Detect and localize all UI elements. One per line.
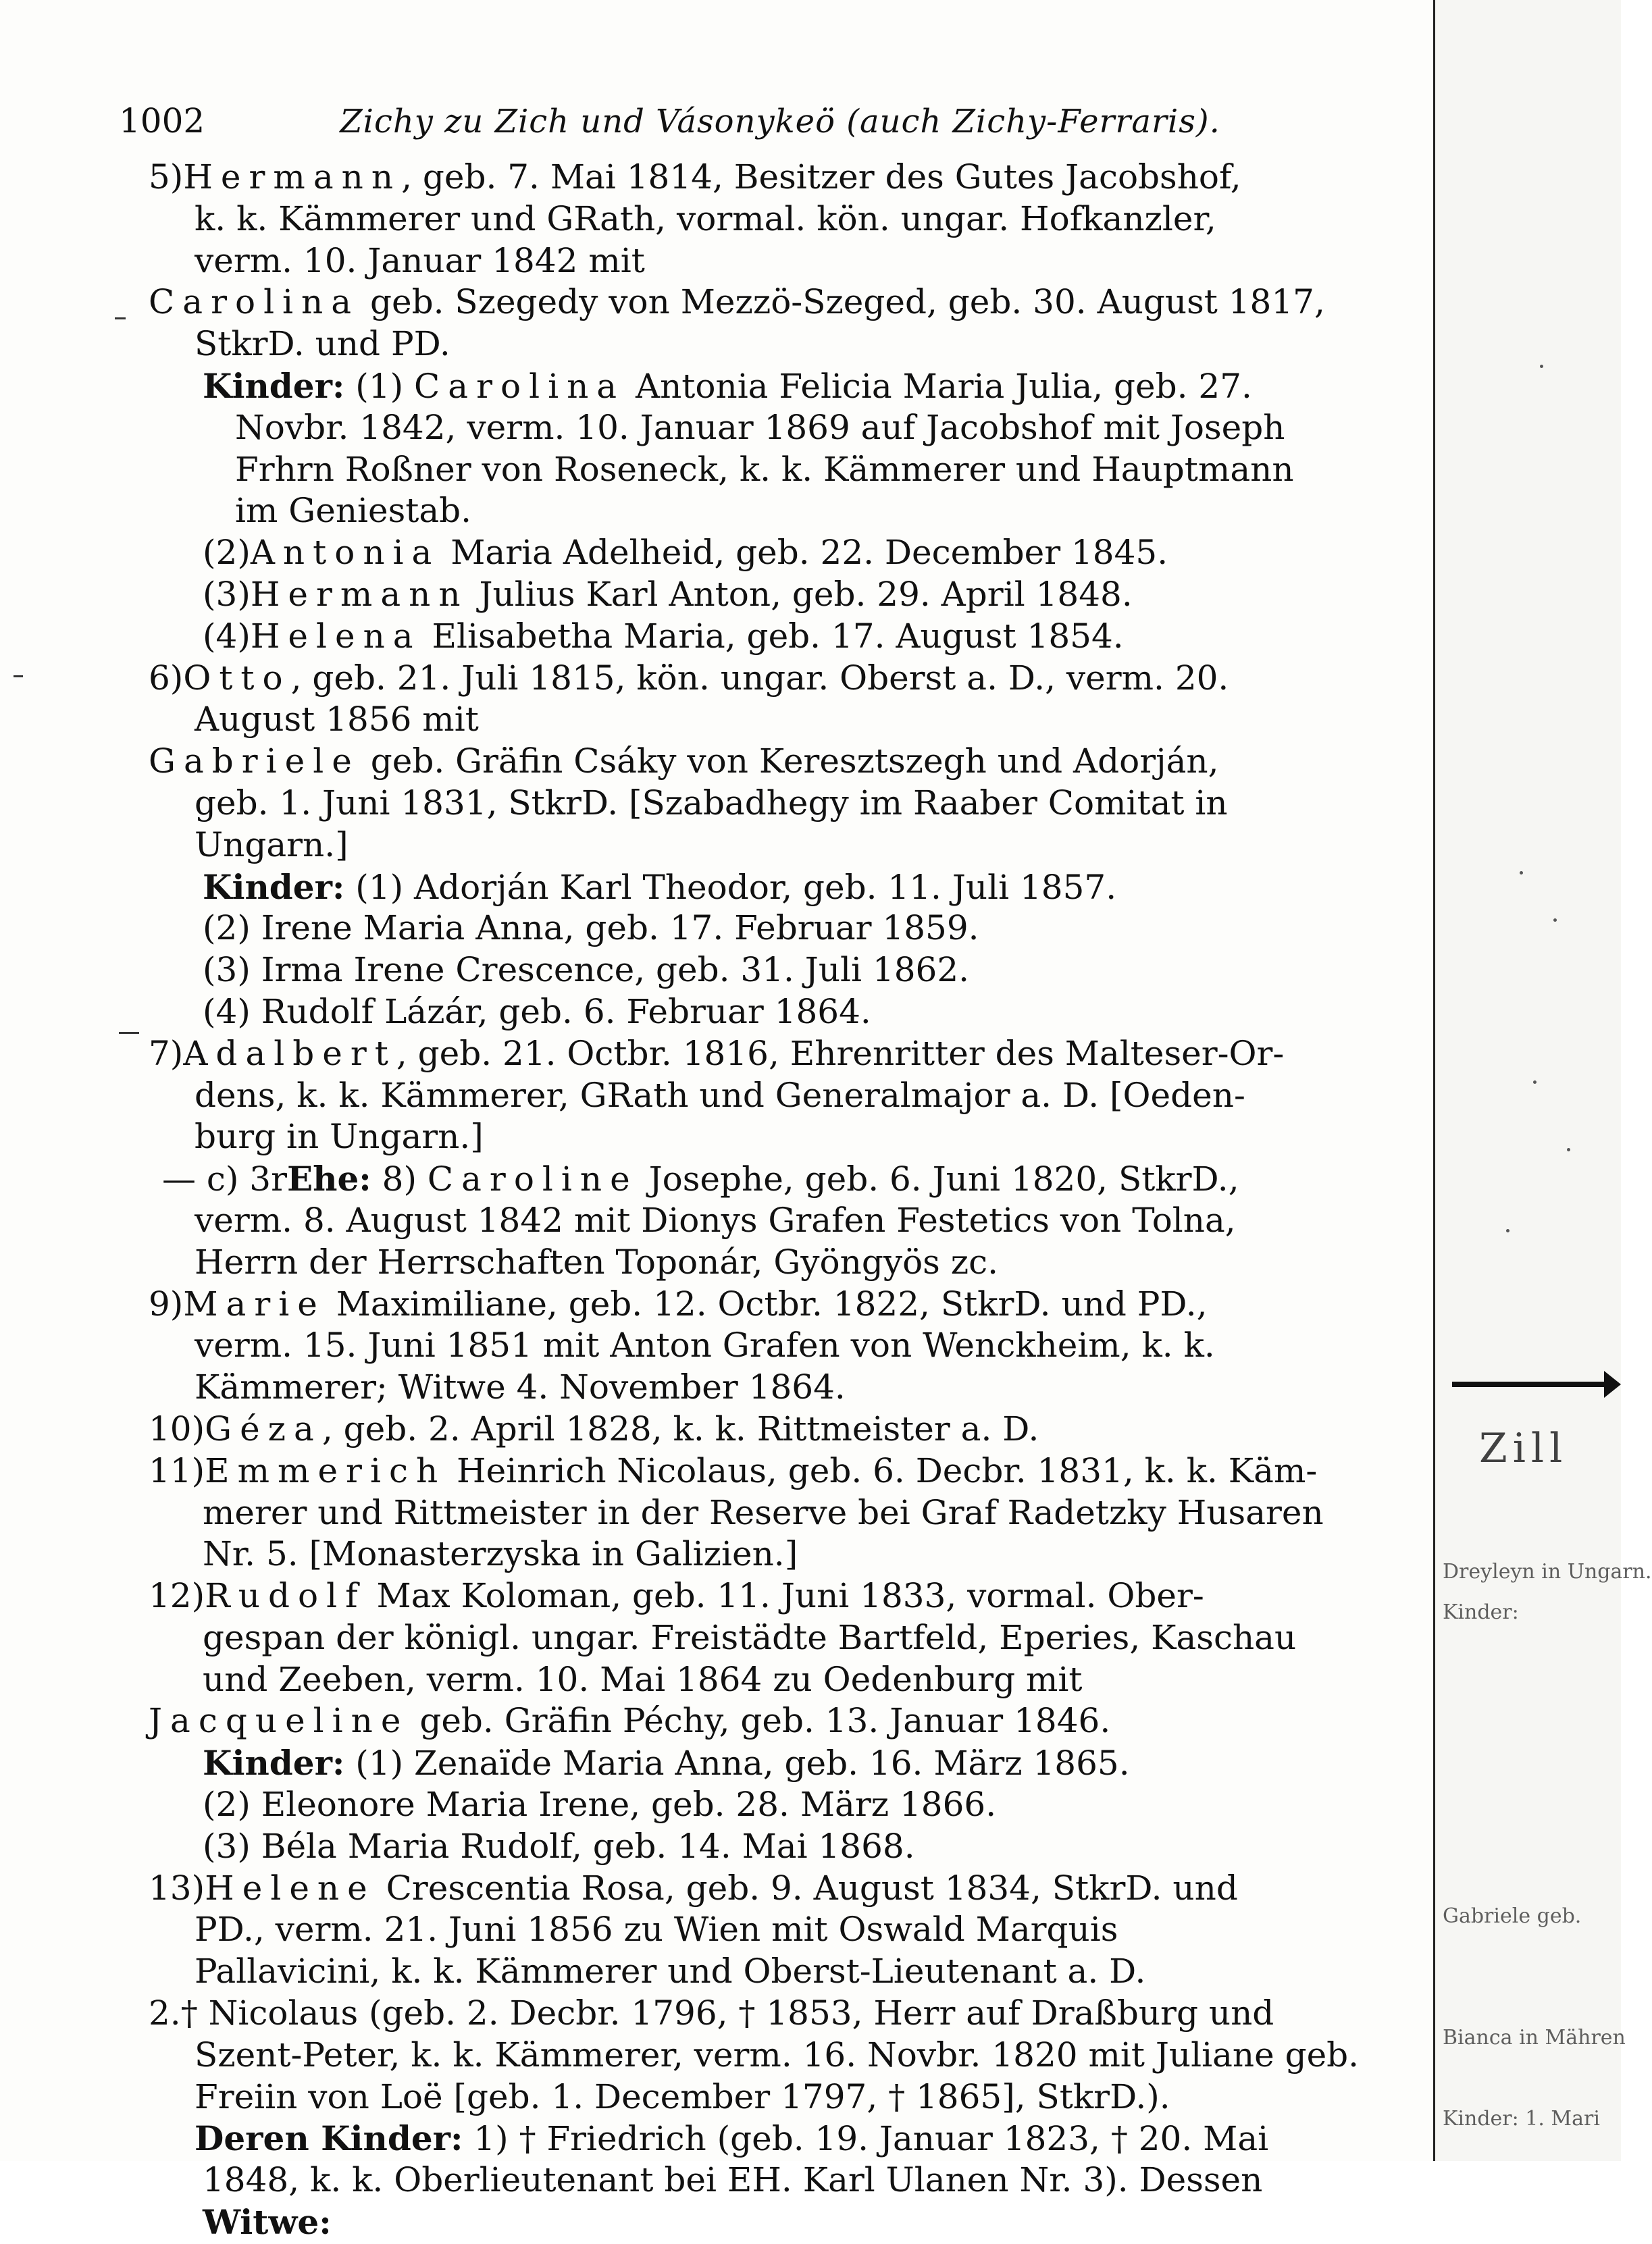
section-label: Deren Kinder: (195, 2118, 463, 2159)
adjacent-page-fragment: Gabriele geb. (1443, 1904, 1582, 1928)
entry-text: k. k. Kämmerer und GRath, vormal. kön. ungar. Hofkanzler, (195, 199, 1216, 238)
person-name: Adalbert (183, 1033, 396, 1073)
entry-text: geb. Szegedy von Mezzö-Szeged, geb. 30. August 1817, (359, 282, 1325, 322)
entry-text: , geb. 2. April 1828, k. k. Rittmeister a. D. (321, 1409, 1039, 1449)
entry-text: (1) Zenaïde Maria Anna, geb. 16. März 1865. (344, 1744, 1130, 1783)
entry-text: merer und Rittmeister in der Reserve bei Graf Radetzky Husaren (203, 1492, 1324, 1532)
entry-number: 6) (149, 658, 184, 698)
entry-number: — c) 3r (162, 1159, 288, 1199)
entry-text: , geb. 7. Mai 1814, Besitzer des Gutes Jacobshof, (401, 157, 1241, 197)
page-gutter-rule (1433, 0, 1435, 2161)
text-line (135, 2035, 1358, 2077)
text-line (135, 1534, 1358, 1575)
page-number: 1002 (119, 101, 205, 140)
text-line (135, 783, 1358, 825)
entry-text: verm. 15. Juni 1851 mit Anton Grafen von Wenckheim, k. k. (195, 1326, 1215, 1365)
text-line (135, 949, 1358, 991)
text-line (135, 658, 1358, 700)
entry-text: Antonia Felicia Maria Julia, geb. 27. (625, 366, 1252, 406)
entry-text: Ungarn.] (195, 825, 349, 864)
arrow-head-icon (1604, 1371, 1621, 1398)
speck (1520, 871, 1523, 875)
text-line (135, 1409, 1358, 1451)
entry-text: Nr. 5. [Monasterzyska in Galizien.] (203, 1534, 798, 1574)
text-line (135, 1075, 1358, 1117)
adjacent-page-fragment: Kinder: 1. Mari (1443, 2107, 1600, 2131)
adjacent-page-fragment: Zill (1479, 1425, 1568, 1472)
entry-number: (1) (344, 366, 415, 406)
entry-text: Herrn der Herrschaften Toponár, Gyöngyös zc. (195, 1242, 998, 1282)
text-line (135, 2160, 1358, 2201)
person-name: Helena (250, 616, 421, 656)
entry-number: 9) (149, 1284, 184, 1324)
text-line (135, 825, 1358, 866)
running-title: Zichy zu Zich und Vásonykeö (auch Zichy-Ferraris). (340, 103, 1220, 140)
margin-mark (115, 317, 126, 319)
text-line (135, 157, 1358, 199)
text-line (135, 1909, 1358, 1951)
speck (1506, 1229, 1509, 1232)
entry-text: StkrD. und PD. (195, 324, 450, 364)
text-line (135, 1617, 1358, 1659)
entry-number: (4) (203, 616, 251, 656)
entry-text: (4) Rudolf Lázár, geb. 6. Februar 1864. (203, 991, 871, 1031)
person-name: Carolina (149, 282, 360, 322)
entry-text: (3) Béla Maria Rudolf, geb. 14. Mai 1868. (203, 1826, 915, 1866)
text-line (135, 1826, 1358, 1868)
text-line (135, 1158, 1358, 1200)
speck (1540, 365, 1543, 368)
text-line (135, 1033, 1358, 1075)
entry-text: Crescentia Rosa, geb. 9. August 1834, StkrD. und (375, 1868, 1238, 1908)
entry-text: Frhrn Roßner von Roseneck, k. k. Kämmerer und Hauptmann (235, 449, 1294, 489)
text-line (135, 1200, 1358, 1242)
text-line (135, 1868, 1358, 1910)
text-line (135, 2201, 1358, 2243)
text-line (135, 490, 1358, 532)
entry-number: 10) (149, 1409, 205, 1449)
section-label: Kinder: (203, 1743, 345, 1783)
entry-text: dens, k. k. Kämmerer, GRath und Generalmajor a. D. [Oeden- (195, 1075, 1245, 1115)
entry-text: Elisabetha Maria, geb. 17. August 1854. (421, 616, 1124, 656)
entry-text: Szent-Peter, k. k. Kämmerer, verm. 16. Novbr. 1820 mit Juliane geb. (195, 2035, 1360, 2075)
person-name: Jacqueline (149, 1701, 409, 1741)
entry-text: 1848, k. k. Oberlieutenant bei EH. Karl Ulanen Nr. 3). Dessen (203, 2160, 1263, 2200)
entry-number: (3) (203, 574, 251, 614)
text-line (135, 1116, 1358, 1158)
person-name: Hermann (250, 574, 469, 614)
entry-text: Freiin von Loë [geb. 1. December 1797, † 1865], StkrD.). (195, 2077, 1170, 2116)
section-label: Kinder: (203, 866, 345, 907)
entry-text: im Geniestab. (235, 491, 472, 531)
margin-mark (119, 1032, 139, 1034)
entry-text: Kämmerer; Witwe 4. November 1864. (195, 1367, 846, 1407)
text-line (135, 532, 1358, 574)
entry-text: gespan der königl. ungar. Freistädte Bartfeld, Eperies, Kaschau (203, 1617, 1297, 1657)
entry-text: Maximiliane, geb. 12. Octbr. 1822, StkrD. und PD., (325, 1284, 1208, 1324)
arrow-mark (1452, 1382, 1614, 1387)
person-name: Otto (183, 658, 291, 698)
person-name: Emmerich (205, 1451, 446, 1490)
entry-text: , geb. 21. Octbr. 1816, Ehrenritter des Malteser-Or- (396, 1033, 1285, 1073)
adjacent-page-strip (1432, 0, 1652, 2161)
entry-text: (3) Irma Irene Crescence, geb. 31. Juli 1862. (203, 950, 970, 990)
text-line (135, 699, 1358, 741)
person-name: Helene (205, 1868, 376, 1908)
text-line (135, 449, 1358, 491)
text-line (135, 1242, 1358, 1284)
page-header (119, 101, 1375, 162)
text-line (135, 1951, 1358, 1993)
entry-number: (2) (203, 533, 251, 573)
text-line (135, 1284, 1358, 1326)
entry-number: 5) (149, 157, 184, 197)
adjacent-page-fragment: Dreyleyn in Ungarn. (1443, 1560, 1652, 1584)
adjacent-page-fragment: Kinder: (1443, 1600, 1519, 1624)
text-line (135, 1367, 1358, 1409)
text-line (135, 1325, 1358, 1367)
adjacent-page-fragment: Bianca in Mähren (1443, 2026, 1626, 2050)
speck (1553, 918, 1557, 922)
person-name: Carolina (414, 366, 625, 406)
text-line (135, 616, 1358, 658)
text-line (135, 282, 1358, 323)
text-line (135, 1451, 1358, 1492)
section-label: Ehe: (287, 1159, 371, 1199)
entry-text: Heinrich Nicolaus, geb. 6. Decbr. 1831, k. k. Käm- (446, 1451, 1318, 1490)
person-name: Rudolf (205, 1576, 366, 1616)
text-line (135, 1784, 1358, 1826)
person-name: Hermann (183, 157, 402, 197)
person-name: Antonia (250, 533, 440, 573)
speck (1567, 1148, 1570, 1151)
entry-text: geb. Gräfin Csáky von Keresztszegh und Adorján, (359, 741, 1219, 781)
text-line (135, 1993, 1358, 2035)
entry-text: geb. 1. Juni 1831, StkrD. [Szabadhegy im Raaber Comitat in (195, 783, 1228, 823)
entry-text: Julius Karl Anton, geb. 29. April 1848. (468, 574, 1133, 614)
text-line (135, 1575, 1358, 1617)
text-line (135, 741, 1358, 783)
text-line (135, 991, 1358, 1033)
entry-text: (2) Eleonore Maria Irene, geb. 28. März 1866. (203, 1785, 997, 1825)
entry-text: August 1856 mit (195, 700, 479, 739)
person-name: Gabriele (149, 741, 360, 781)
text-line (135, 199, 1358, 240)
text-line (135, 1742, 1358, 1784)
entry-text: verm. 10. Januar 1842 mit (195, 240, 645, 280)
text-line (135, 1492, 1358, 1534)
entry-number: 11) (149, 1451, 205, 1490)
person-name: Marie (183, 1284, 326, 1324)
section-label: Kinder: (203, 365, 345, 406)
text-line (135, 407, 1358, 449)
entry-text: Max Koloman, geb. 11. Juni 1833, vormal. Ober- (365, 1576, 1204, 1616)
entry-text: und Zeeben, verm. 10. Mai 1864 zu Oedenburg mit (203, 1659, 1083, 1699)
entry-text: (1) Adorján Karl Theodor, geb. 11. Juli 1857. (344, 867, 1117, 907)
entry-text: Pallavicini, k. k. Kämmerer und Oberst-Lieutenant a. D. (195, 1952, 1146, 1991)
entry-text: 1) † Friedrich (geb. 19. Januar 1823, † 20. Mai (463, 2119, 1269, 2159)
entry-text: (2) Irene Maria Anna, geb. 17. Februar 1859. (203, 908, 979, 948)
entry-text: † Nicolaus (geb. 2. Decbr. 1796, † 1853, Herr auf Draßburg und (180, 1993, 1274, 2033)
entry-text: Novbr. 1842, verm. 10. Januar 1869 auf Jacobshof mit Joseph (235, 407, 1285, 447)
text-line (135, 240, 1358, 282)
text-line (135, 1700, 1358, 1742)
text-line (135, 574, 1358, 616)
entry-number: 13) (149, 1868, 205, 1908)
entry-text: burg in Ungarn.] (195, 1117, 484, 1157)
margin-mark (14, 675, 23, 677)
entry-text: verm. 8. August 1842 mit Dionys Grafen Festetics von Tolna, (195, 1200, 1236, 1240)
text-line (135, 2118, 1358, 2160)
text-line (135, 1659, 1358, 1701)
entry-text: PD., verm. 21. Juni 1856 zu Wien mit Oswald Marquis (195, 1910, 1118, 1950)
person-name: Caroline (427, 1159, 638, 1199)
entry-number: 12) (149, 1576, 205, 1616)
entry-text: , geb. 21. Juli 1815, kön. ungar. Oberst a. D., verm. 20. (290, 658, 1229, 698)
entry-text: Maria Adelheid, geb. 22. December 1845. (440, 533, 1168, 573)
genealogy-text-body (135, 157, 1358, 2243)
entry-number: 7) (149, 1033, 184, 1073)
entry-text: geb. Gräfin Péchy, geb. 13. Januar 1846. (409, 1701, 1111, 1741)
section-label: Witwe: (203, 2202, 332, 2243)
speck (1533, 1080, 1537, 1084)
text-line (135, 908, 1358, 949)
text-line (135, 866, 1358, 908)
text-line (135, 2077, 1358, 2118)
text-line (135, 323, 1358, 365)
person-name: Géza (205, 1409, 322, 1449)
entry-text: Josephe, geb. 6. Juni 1820, StkrD., (638, 1159, 1239, 1199)
text-line (135, 365, 1358, 407)
entry-number: 2. (149, 1993, 181, 2033)
entry-number: 8) (371, 1159, 428, 1199)
